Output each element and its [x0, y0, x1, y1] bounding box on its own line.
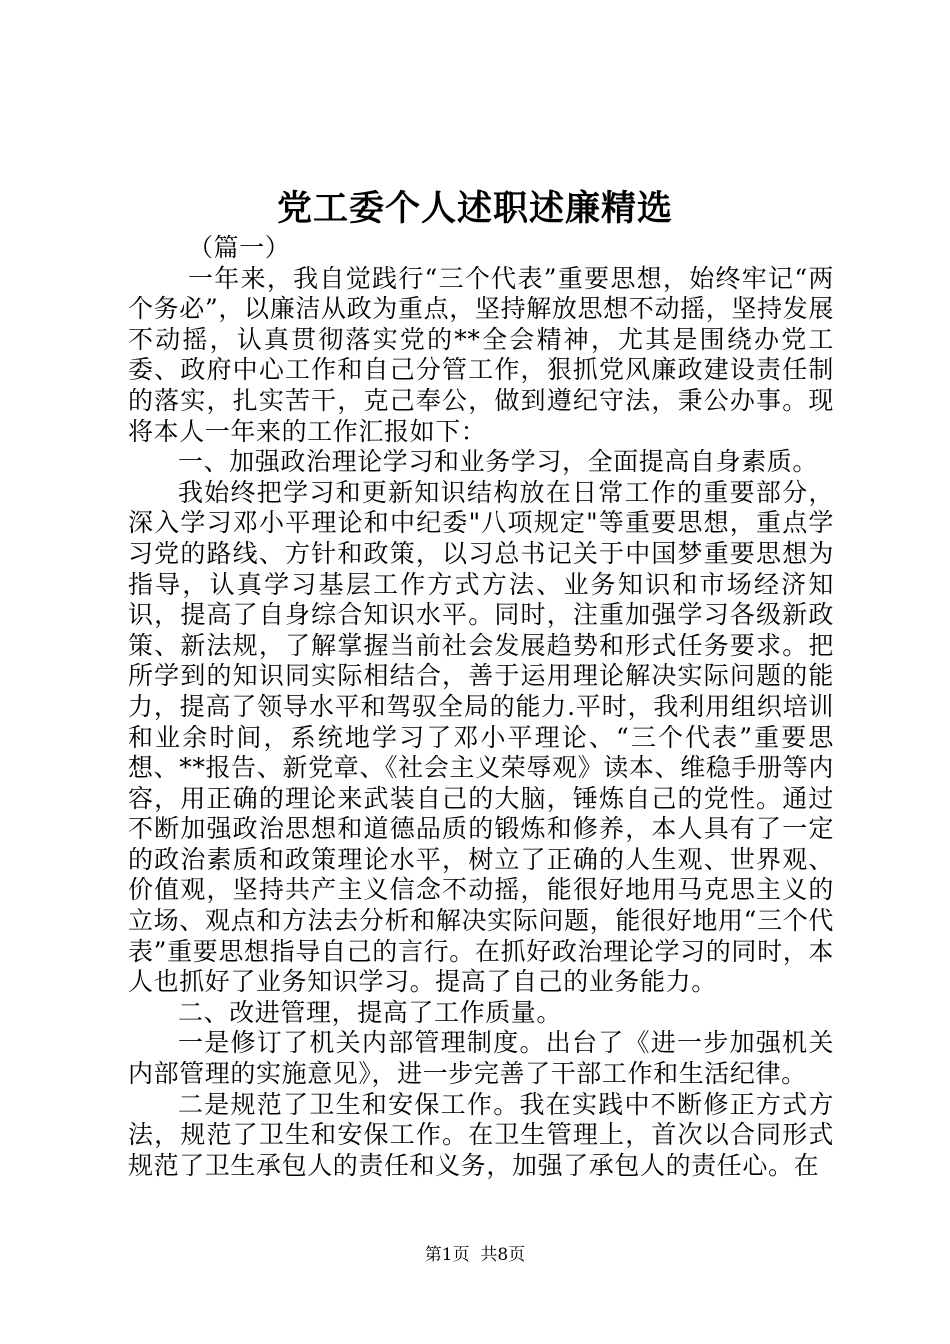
section-heading: 二、改进管理，提高了工作质量。	[178, 997, 563, 1027]
section-heading: 一、加强政治理论学习和业务学习，全面提高自身素质。	[178, 447, 819, 477]
body-paragraph: 我始终把学习和更新知识结构放在日常工作的重要部分，深入学习邓小平理论和中纪委"八项规定"等重要思想，重点学习党的路线、方针和政策，以习总书记关于中国梦重要思想为指导，认真学习基层工作方式方法、业务知识和市场经济知识，提高了自身综合知识水平。同时，注重加强学习各级新政策、新法规，了解掌握当前社会发展趋势和形式任务要求。把所学到的知识同实际相结合，善于运用理论解决实际问题的能力，提高了领导水平和驾驭全局的能力.平时，我利用组织培训和业余时间，系统地学习了邓小平理论、“三个代表”重要思想、**报告、新党章、《社会主义荣辱观》读本、维稳手册等内容，用正确的理论来武装自己的大脑，锤炼自己的党性。通过不断加强政治思想和道德品质的锻炼和修养，本人具有了一定的政治素质和政策理论水平，树立了正确的人生观、世界观、价值观，坚持共产主义信念不动摇，能很好地用马克思主义的立场、观点和方法去分析和解决实际问题，能很好地用“三个代表”重要思想指导自己的言行。在抓好政治理论学习的同时，本人也抓好了业务知识学习。提高了自己的业务能力。	[128, 477, 834, 997]
document-title: 党工委个人述职述廉精选	[276, 188, 673, 229]
document-body	[128, 233, 834, 1181]
page-total: 共8页	[480, 1245, 526, 1265]
body-paragraph: 二是规范了卫生和安保工作。我在实践中不断修正方式方法，规范了卫生和安保工作。在卫生管理上，首次以合同形式规范了卫生承包人的责任和义务，加强了承包人的责任心。在	[128, 1089, 834, 1180]
body-paragraph: 一是修订了机关内部管理制度。出台了《进一步加强机关内部管理的实施意见》，进一步完善了干部工作和生活纪律。	[128, 1028, 834, 1089]
section-label: （篇一）	[188, 233, 291, 262]
page-number: 第1页	[424, 1245, 470, 1265]
intro-paragraph: 一年来，我自觉践行“三个代表”重要思想，始终牢记“两个务必”，以廉洁从政为重点，坚持解放思想不动摇，坚持发展不动摇，认真贯彻落实党的**全会精神，尤其是围绕办党工委、政府中心工作和自己分管工作，狠抓党风廉政建设责任制的落实，扎实苦干，克己奉公，做到遵纪守法，秉公办事。现将本人一年来的工作汇报如下：	[128, 263, 834, 446]
page-footer	[0, 1243, 950, 1267]
